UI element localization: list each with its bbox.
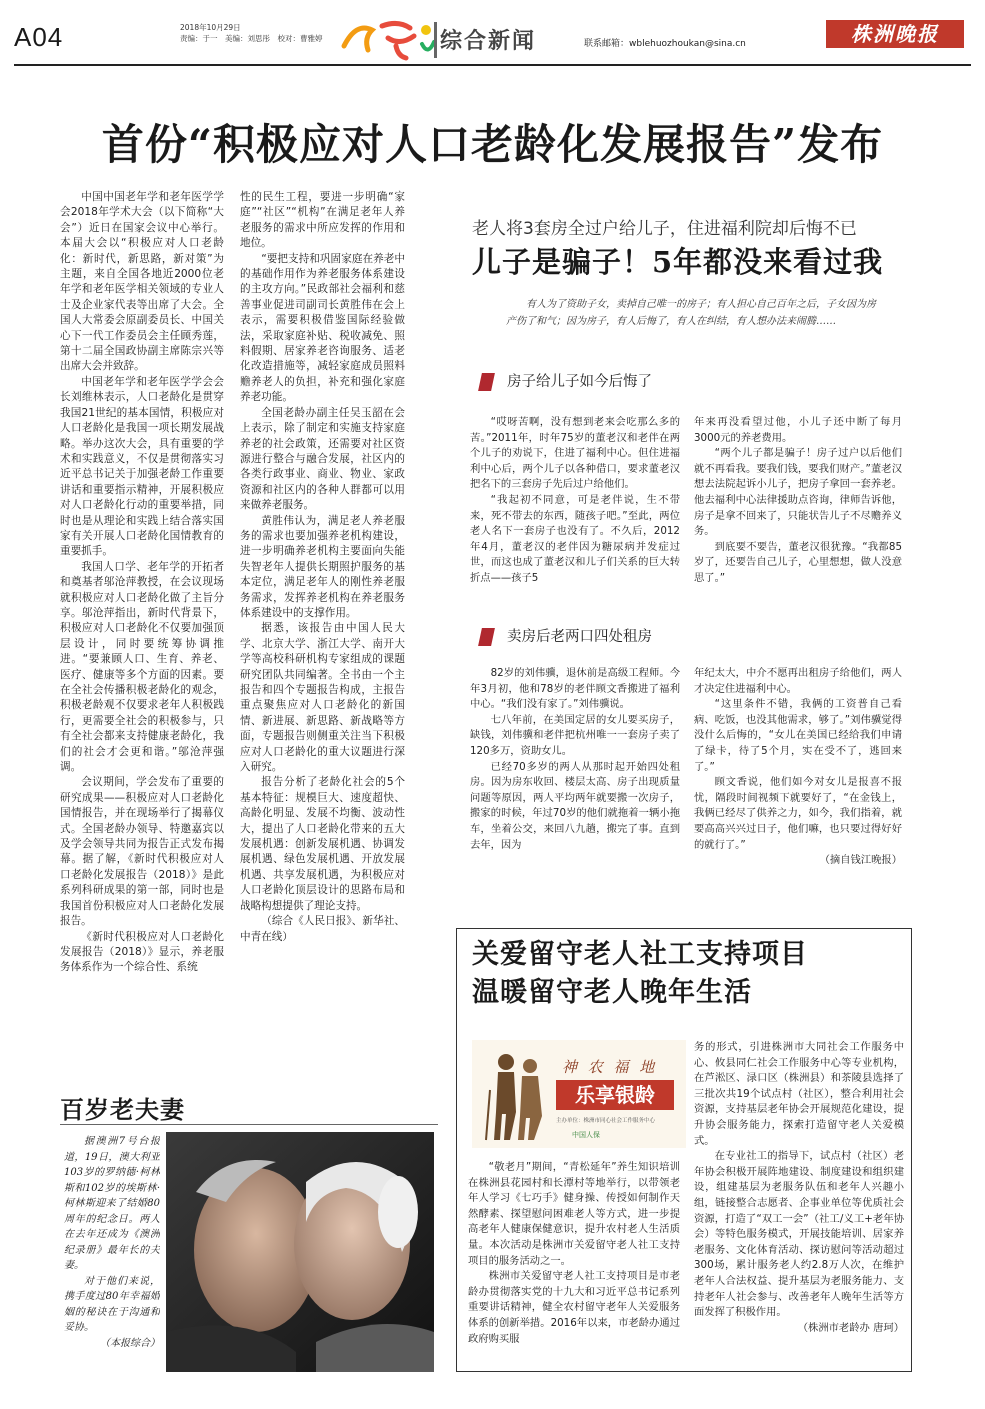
banner-note: 主办单位：株洲市同心社会工作服务中心 xyxy=(556,1118,656,1124)
elderly-couple-photo xyxy=(166,1132,434,1372)
paragraph: 年纪太大，中介不愿再出租房子给他们，两人才决定住进福利中心。 xyxy=(694,667,902,695)
article-kicker: 老人将3套房全过户给儿子，住进福利院却后悔不已 xyxy=(472,219,857,239)
paragraph: 对于他们来说，携手度过80年幸福婚姻的秘诀在于沟通和妥协。 xyxy=(64,1275,160,1333)
section-name: 综合新闻 xyxy=(440,29,537,54)
paragraph: “哎呀苦啊，没有想到老来会吃那么多的苦。”2011年，时年75岁的董老汉和老伴在两个儿子的劝说下，住进了福利中心。但住进福利中心后，两个儿子以各种借口，要求董老汉把名下的三套房子先后过户给他们。 xyxy=(470,416,680,491)
paragraph: 据悉，该报告由中国人民大学、北京大学、浙江大学、南开大学等高校科研机构专家组成的课题研究团队共同编著。全书由一个主报告和四个专题报告构成，主报告重点聚焦应对人口老龄化的新国情、新进展、新思路、新战略等方面，专题报告则侧重关注当下积极应对人口老龄化的重大议题进行深入研究。 xyxy=(240,622,405,774)
page-number: A04 xyxy=(14,22,64,52)
paragraph: 务的形式，引进株洲市大同社会工作服务中心、攸县同仁社会工作服务中心等专业机构，在芦淞区、渌口区（株洲县）和茶陵县选择了三批次共19个试点村（社区），整合利用社会资源，支持基层老年协会开展规范化建设，提升协会服务能力，探索打造留守老人关爱模式。 xyxy=(694,1041,904,1147)
issue-date: 2018年10月29日 xyxy=(180,23,241,32)
son-article-column-1 xyxy=(470,415,680,610)
paragraph: 《新时代积极应对人口老龄化发展报告（2018）》显示，养老服务体系作为一个综合性、系统 xyxy=(60,930,224,974)
paragraph: “要把支持和巩固家庭在养老中的基础作用作为养老服务体系建设的主攻方向。”民政部社会福利和慈善事业促进司副司长黄胜伟在会上表示，需要积极借鉴国际经验做法，采取家庭补贴、税收减免、照料假期、居家养老咨询服务、适老化改造措施等，减轻家庭成员照料赡养老人的负担，补充和强化家庭养老功能。 xyxy=(240,252,405,404)
source-credit: （摘自钱江晚报） xyxy=(819,854,902,867)
source-credit: （本报综合） xyxy=(100,1337,160,1349)
lehuo-logo xyxy=(338,16,438,62)
paragraph: “敬老月”期间，“青松延年”养生知识培训在株洲县花园村和长潭村等地举行，以带领老年人学习《七巧手》健身操、传授如何制作天然酵素、探望慰问困难老人等方式，进一步提高老年人健康保健意识，提升农村老人生活质量。本次活动是株洲市关爱留守老人社工支持项目的服务活动之一。 xyxy=(468,1161,680,1267)
paragraph: 我国人口学、老年学的开拓者和奠基者邬沧萍教授，在会议现场就积极应对人口老龄化做了主旨分享。邬沧萍指出，新时代背景下，积极应对人口老龄化不仅要加强顶层设计，同时要统筹协调推进。“要兼顾人口、生育、养老、医疗、健康等多个方面的因素。要在全社会传播积极老龄化的观念，积极老龄观不仅要求老年人积极践行，更需要全社会的积极参与，只有全社会都来支持健康老龄化，我们的社会才会更和谐。”邬沧萍强调。 xyxy=(60,560,224,774)
son-article-column-3 xyxy=(470,666,680,884)
paragraph: 82岁的刘伟骥，退休前是高级工程师。今年3月初，他和78岁的老伴顾文香搬进了福利中心。“我们没有家了。”刘伟骥说。 xyxy=(470,667,680,711)
paragraph: “这里条件不错，我俩的工资普自己看病、吃饭，也没其他需求，够了。”刘伟骥觉得没什么后悔的，“女儿在美国已经给我们申请了绿卡，待了5个月，实在受不了，逃回来了。” xyxy=(694,698,902,773)
banner-title: 乐享银龄 xyxy=(556,1080,674,1110)
headline-line-1: 关爱留守老人社工支持项目 xyxy=(472,939,808,970)
paragraph: “两个儿子都是骗子！房子过户以后他们就不再看我。要我们钱，要我们财产。”董老汉想去法院起诉小儿子，把房子拿回一套养老。他去福利中心法律援助点咨询，律师告诉他，房子是拿不回来了，只能状告儿子不尽赡养义务。 xyxy=(694,447,902,538)
photo-caption xyxy=(64,1134,160,1370)
newspaper-masthead: 株洲晚报 xyxy=(826,20,964,48)
main-article-column-1 xyxy=(60,190,224,1070)
paragraph: 在专业社工的指导下，试点村（社区）老年协会积极开展阵地建设、制度建设和组织建设，组建基层为老服务队伍和老年人兴趣小组，链接整合志愿者、企事业单位等优质社会资源，打造了“双工一会”（社工/义工+老年协会）等特色服务模式，开展技能培训、居家养老服务、文化体育活动、探访慰问等活动超过300场，累计服务老人约2.8万人次，在维护老年人合法权益、提升基层为老服务能力、支持老年人社会参与、改善老年人晚年生活等方面发挥了积极作用。 xyxy=(694,1150,904,1319)
photo-story-headline: 百岁老夫妻 xyxy=(60,1095,185,1124)
paragraph: 顾文香说，他们如今对女儿是报喜不报忧，隔段时间视频下就要好了，“在金钱上，我俩已经尽了供养之力，如今，我们指着，就要高高兴兴过日子，他们嘛，也只要过得好好的就行了。” xyxy=(694,776,902,851)
editor-credits: 责编：于一 美编：刘思彤 校对：曹雅婷 xyxy=(180,34,323,43)
main-article-column-2 xyxy=(240,190,405,1030)
section-heading-1 xyxy=(480,370,652,391)
source-credit: （株洲市老龄办 唐珂） xyxy=(797,1321,904,1334)
paragraph: 性的民生工程，要进一步明确“家庭”“社区”“机构”在满足老年人养老服务的需求中所应发挥的作用和地位。 xyxy=(240,191,405,250)
section-heading-text: 卖房后老两口四处租房 xyxy=(507,629,652,645)
article-lead: 有人为了资助子女，卖掉自己唯一的房子；有人担心自己百年之后，子女因为房产伤了和气；因为房子，有人后悔了，有人在纠结，有人想办法来闹腾…… xyxy=(506,299,876,327)
paragraph: 到底要不要告，董老汉很犹豫。“我都85岁了，还要告自己儿子，心里想想，做人没意思了。” xyxy=(694,540,902,584)
section-heading-2 xyxy=(480,625,652,646)
source-credit: （综合《人民日报》、新华社、中青在线） xyxy=(240,915,405,943)
feature-box-column-1 xyxy=(468,1160,680,1370)
paragraph: 据澳洲7号台报道，19日，澳大利亚103岁的罗纳德·柯林斯和102岁的埃斯林·柯林斯迎来了结婚80周年的纪念日。两人在去年还成为《澳洲纪录册》最年长的夫妻。 xyxy=(64,1136,160,1271)
paragraph: 会议期间，学会发布了重要的研究成果——积极应对人口老龄化国情报告，并在现场举行了揭幕仪式。全国老龄办领导、特邀嘉宾以及学会领导共同为报告正式发布揭幕。据了解，《新时代积极应对人口老龄化发展报告（2018）》是此系列科研成果的第一部，同时也是我国首份积极应对人口老龄化发展报告。 xyxy=(60,776,224,928)
article-headline: 儿子是骗子！5年都没来看过我 xyxy=(472,245,884,279)
program-banner xyxy=(472,1040,686,1148)
paragraph: 全国老龄办副主任吴玉韶在会上表示，除了制定和实施支持家庭养老的社会政策，还需要对社区资源进行整合与融合发展，社区内的各类行政事业、商业、物业、家政资源和社区内的各种人群都可以用来做养老服务。 xyxy=(240,406,405,512)
banner-sponsor: 中国人保 xyxy=(572,1131,600,1139)
header-separator xyxy=(434,22,437,58)
feature-box-column-2 xyxy=(694,1040,904,1370)
paragraph: 报告分析了老龄化社会的5个基本特征：规模巨大、速度超快、高龄化明显、发展不均衡、波动性大，提出了人口老龄化带来的五大发展机遇：创新发展机遇、协调发展机遇、绿色发展机遇、开放发展机遇、共享发展机遇，为积极应对人口老龄化顶层设计的思路布局和战略构想提供了理论支持。 xyxy=(240,776,405,912)
paragraph: 年来再没看望过他，小儿子还中断了每月3000元的养老费用。 xyxy=(694,416,902,444)
paragraph: 中国老年学和老年医学学会会长刘维林表示，人口老龄化是贯穿我国21世纪的基本国情，积极应对人口老龄化是我国一项长期发展战略。举办这次大会，具有重要的学术和实践意义，不仅是贯彻落实习近平总书记关于加强老龄工作重要讲话和重要指示精神，开展积极应对人口老龄化行动的重要举措，同时也是从理论和实践上结合落实国家有关开展人口老龄化国情教育的重要抓手。 xyxy=(60,375,224,558)
section-marker-icon xyxy=(478,628,495,646)
paragraph: 株洲市关爱留守老人社工支持项目是市老龄办贯彻落实党的十九大和习近平总书记系列重要讲话精神，健全农村留守老年人关爱服务体系的创新举措。2016年以来，市老龄办通过政府购买服 xyxy=(468,1270,680,1345)
banner-tagline: 神 农 福 地 xyxy=(562,1058,658,1076)
paragraph: 黄胜伟认为，满足老人养老服务的需求也要加强养老机构建设，进一步明确养老机构主要面向失能失智老年人提供长期照护服务的基本定位，满足老年人的刚性养老服务需求，发挥养老机构在养老服务体系建设中的支撑作用。 xyxy=(240,514,405,619)
paragraph: 七八年前，在美国定居的女儿要买房子，缺钱，刘伟骥和老伴把杭州唯一一套房子卖了120多万，资助女儿。 xyxy=(470,713,680,757)
paragraph: 已经70多岁的两人从那时起开始四处租房。因为房东收回、楼层太高、房子出现质量问题等原因，两人平均两年就要搬一次房子，搬家的时候，年过70岁的他们就拖着一辆小拖车，坐着公交，来回八九趟，搬完了事。直到去年，因为 xyxy=(470,760,680,851)
paragraph: 中国中国老年学和老年医学学会2018年学术大会（以下简称“大会”）近日在国家会议中心举行。本届大会以“积极应对人口老龄化：新时代，新思路，新对策”为主题，来自全国各地近2000位老年学和老年医学相关领域的专业人士及企业家代表等出席了大会。全国人大常委会原副委员长、中国关心下一代工作委员会主任顾秀莲，第十二届全国政协副主席陈宗兴等出席大会并致辞。 xyxy=(60,191,224,373)
son-article-column-2 xyxy=(694,415,902,600)
son-article-column-4 xyxy=(694,666,902,881)
section-marker-icon xyxy=(478,373,495,391)
contact-email: 联系邮箱：wblehuozhoukan@sina.cn xyxy=(584,39,746,49)
headline-line-2: 温暖留守老人晚年生活 xyxy=(472,977,752,1008)
main-headline: 首份“积极应对人口老龄化发展报告”发布 xyxy=(101,120,884,169)
section-heading-text: 房子给儿子如今后悔了 xyxy=(507,374,652,390)
paragraph: “我起初不同意，可是老伴说，生不带来，死不带去的东西，随孩子吧。”至此，两位老人名下一套房子也没有了。不久后，2012年4月，董老汉的老伴因为糖尿病并发症过世，而这也成了董老汉和儿子们关系的巨大转折点——孩子5 xyxy=(470,493,680,584)
feature-box-headline xyxy=(472,936,808,1012)
header-rule xyxy=(14,64,971,66)
editor-meta xyxy=(180,22,323,44)
